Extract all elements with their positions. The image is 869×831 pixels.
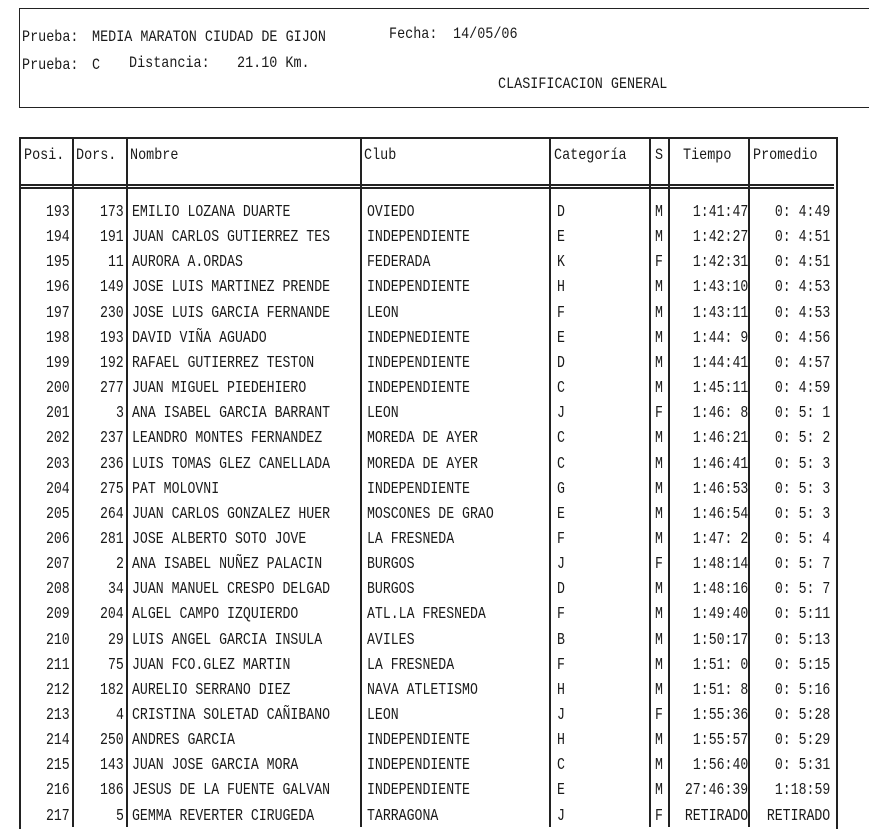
- cell-dors: 182: [100, 679, 124, 699]
- cell-dors: 236: [100, 453, 124, 473]
- cell-promedio: 0: 4:53: [774, 277, 830, 297]
- cell-tiempo: 1:55:36: [692, 705, 748, 724]
- cell-posi: 216: [46, 780, 70, 800]
- header-rule: [19, 184, 834, 186]
- table-row: [0, 252, 869, 277]
- cell-tiempo: 1:48:16: [692, 579, 748, 599]
- fecha-label: Fecha:: [389, 25, 438, 43]
- table-row: [0, 353, 869, 378]
- cell-posi: 202: [46, 428, 70, 448]
- cell-categoria: E: [557, 327, 565, 347]
- cell-posi: 209: [46, 604, 70, 624]
- cell-promedio: 0: 5:16: [774, 679, 830, 699]
- prueba-label-1: Prueba:: [22, 28, 79, 46]
- cell-sexo: M: [655, 378, 663, 398]
- cell-categoria: C: [557, 755, 565, 775]
- cell-nombre: RAFAEL GUTIERREZ TESTON: [132, 352, 315, 372]
- cell-nombre: LUIS ANGEL GARCIA INSULA: [132, 629, 323, 649]
- cell-categoria: E: [557, 503, 565, 523]
- cell-tiempo: 1:55:57: [692, 730, 748, 750]
- cell-dors: 173: [100, 202, 124, 221]
- cell-nombre: AURELIO SERRANO DIEZ: [132, 679, 291, 699]
- cell-nombre: AURORA A.ORDAS: [132, 252, 243, 272]
- cell-posi: 196: [46, 277, 70, 297]
- cell-posi: 198: [46, 327, 70, 347]
- cell-tiempo: 1:47: 2: [692, 528, 748, 548]
- cell-tiempo: 1:42:31: [692, 252, 748, 272]
- cell-club: INDEPENDIENTE: [367, 730, 470, 750]
- table-row: [0, 378, 869, 403]
- cell-categoria: J: [557, 805, 565, 825]
- cell-club: INDEPENDIENTE: [367, 780, 470, 800]
- table-row: [0, 630, 869, 655]
- cell-promedio: 0: 4:51: [774, 227, 830, 247]
- cell-dors: 275: [100, 478, 124, 498]
- cell-tiempo: 1:43:11: [692, 302, 748, 322]
- table-row: [0, 579, 869, 604]
- cell-club: INDEPENDIENTE: [367, 478, 470, 498]
- cell-nombre: ALGEL CAMPO IZQUIERDO: [132, 604, 299, 624]
- cell-sexo: M: [655, 503, 663, 523]
- fecha-value: 14/05/06: [453, 25, 518, 43]
- cell-categoria: D: [557, 579, 565, 599]
- cell-club: INDEPENDIENTE: [367, 378, 470, 398]
- cell-sexo: F: [655, 252, 663, 272]
- cell-club: LEON: [367, 403, 399, 423]
- cell-posi: 207: [46, 554, 70, 574]
- cell-nombre: JOSE LUIS MARTINEZ PRENDE: [132, 277, 331, 297]
- cell-dors: 149: [100, 277, 124, 297]
- cell-dors: 230: [100, 302, 124, 322]
- cell-posi: 205: [46, 503, 70, 523]
- cell-sexo: M: [655, 528, 663, 548]
- cell-posi: 204: [46, 478, 70, 498]
- cell-categoria: F: [557, 654, 565, 674]
- cell-categoria: E: [557, 227, 565, 247]
- cell-club: ATL.LA FRESNEDA: [367, 604, 486, 624]
- cell-nombre: JESUS DE LA FUENTE GALVAN: [132, 780, 331, 800]
- cell-dors: 29: [108, 629, 124, 649]
- header-rule-2: [19, 187, 834, 189]
- cell-nombre: LUIS TOMAS GLEZ CANELLADA: [132, 453, 331, 473]
- cell-sexo: M: [655, 428, 663, 448]
- cell-categoria: E: [557, 780, 565, 800]
- table-row: [0, 202, 869, 227]
- cell-promedio: 0: 5: 1: [774, 403, 830, 423]
- cell-dors: 186: [100, 780, 124, 800]
- table-row: [0, 680, 869, 705]
- cell-sexo: M: [655, 755, 663, 775]
- cell-promedio: 0: 5: 7: [774, 554, 830, 574]
- cell-promedio: 0: 5:29: [774, 730, 830, 750]
- cell-promedio: 0: 4:51: [774, 252, 830, 272]
- cell-posi: 195: [46, 252, 70, 272]
- cell-nombre: ANA ISABEL GARCIA BARRANT: [132, 403, 331, 423]
- cell-dors: 191: [100, 227, 124, 247]
- cell-dors: 237: [100, 428, 124, 448]
- col-header-sexo: S: [655, 146, 664, 164]
- cell-club: LEON: [367, 302, 399, 322]
- table-row: [0, 705, 869, 730]
- cell-promedio: 0: 4:56: [774, 327, 830, 347]
- cell-tiempo: 1:51: 0: [692, 654, 748, 674]
- cell-club: INDEPENDIENTE: [367, 352, 470, 372]
- cell-categoria: H: [557, 730, 565, 750]
- cell-sexo: F: [655, 705, 663, 724]
- cell-club: NAVA ATLETISMO: [367, 679, 478, 699]
- cell-sexo: M: [655, 604, 663, 624]
- cell-promedio: 0: 5:31: [774, 755, 830, 775]
- cell-tiempo: 1:46: 8: [692, 403, 748, 423]
- cell-sexo: M: [655, 654, 663, 674]
- cell-posi: 203: [46, 453, 70, 473]
- cell-nombre: LEANDRO MONTES FERNANDEZ: [132, 428, 323, 448]
- cell-sexo: M: [655, 352, 663, 372]
- cell-club: FEDERADA: [367, 252, 431, 272]
- cell-promedio: 0: 5: 3: [774, 453, 830, 473]
- cell-sexo: M: [655, 277, 663, 297]
- cell-dors: 2: [116, 554, 124, 574]
- cell-sexo: M: [655, 629, 663, 649]
- cell-categoria: C: [557, 428, 565, 448]
- cell-tiempo: 1:46:21: [692, 428, 748, 448]
- cell-club: MOREDA DE AYER: [367, 428, 478, 448]
- cell-sexo: M: [655, 730, 663, 750]
- cell-categoria: J: [557, 705, 565, 724]
- cell-promedio: 0: 5: 2: [774, 428, 830, 448]
- cell-tiempo: 1:49:40: [692, 604, 748, 624]
- cell-dors: 75: [108, 654, 124, 674]
- col-header-posi: Posi.: [24, 146, 65, 164]
- cell-categoria: G: [557, 478, 565, 498]
- cell-sexo: M: [655, 202, 663, 221]
- cell-posi: 206: [46, 528, 70, 548]
- cell-sexo: M: [655, 227, 663, 247]
- cell-posi: 197: [46, 302, 70, 322]
- distancia-label: Distancia:: [129, 54, 210, 72]
- cell-tiempo: 1:43:10: [692, 277, 748, 297]
- cell-categoria: H: [557, 679, 565, 699]
- cell-dors: 193: [100, 327, 124, 347]
- cell-posi: 215: [46, 755, 70, 775]
- cell-promedio: 0: 5: 7: [774, 579, 830, 599]
- cell-nombre: JUAN CARLOS GONZALEZ HUER: [132, 503, 331, 523]
- col-header-categoria: Categoría: [554, 146, 627, 164]
- cell-club: MOREDA DE AYER: [367, 453, 478, 473]
- cell-club: LEON: [367, 705, 399, 724]
- table-row: [0, 303, 869, 328]
- table-row: [0, 529, 869, 554]
- cell-promedio: 0: 5:13: [774, 629, 830, 649]
- cell-posi: 214: [46, 730, 70, 750]
- cell-nombre: PAT MOLOVNI: [132, 478, 220, 498]
- table-row: [0, 806, 869, 831]
- cell-dors: 11: [108, 252, 124, 272]
- cell-sexo: F: [655, 805, 663, 825]
- cell-categoria: H: [557, 277, 565, 297]
- cell-club: BURGOS: [367, 554, 415, 574]
- cell-sexo: F: [655, 554, 663, 574]
- table-row: [0, 277, 869, 302]
- cell-posi: 213: [46, 705, 70, 724]
- cell-promedio: 1:18:59: [774, 780, 830, 800]
- cell-sexo: M: [655, 302, 663, 322]
- table-row: [0, 403, 869, 428]
- prueba-code: C: [92, 56, 101, 74]
- cell-nombre: JUAN JOSE GARCIA MORA: [132, 755, 299, 775]
- prueba-name: MEDIA MARATON CIUDAD DE GIJON: [92, 28, 326, 46]
- table-row: [0, 479, 869, 504]
- cell-nombre: CRISTINA SOLETAD CAÑIBANO: [132, 705, 331, 724]
- cell-tiempo: 27:46:39: [684, 780, 748, 800]
- cell-dors: 3: [116, 403, 124, 423]
- cell-nombre: JUAN FCO.GLEZ MARTIN: [132, 654, 291, 674]
- cell-tiempo: 1:42:27: [692, 227, 748, 247]
- cell-promedio: 0: 5:15: [774, 654, 830, 674]
- cell-promedio: 0: 5: 3: [774, 478, 830, 498]
- cell-club: AVILES: [367, 629, 415, 649]
- cell-posi: 199: [46, 352, 70, 372]
- cell-posi: 211: [46, 654, 70, 674]
- cell-club: INDEPNEDIENTE: [367, 327, 470, 347]
- table-row: [0, 780, 869, 805]
- cell-nombre: ANDRES GARCIA: [132, 730, 235, 750]
- col-header-dors: Dors.: [76, 146, 117, 164]
- cell-posi: 208: [46, 579, 70, 599]
- col-header-tiempo: Tiempo: [683, 146, 732, 164]
- cell-categoria: F: [557, 302, 565, 322]
- report-title: CLASIFICACION GENERAL: [498, 75, 668, 93]
- cell-promedio: 0: 4:53: [774, 302, 830, 322]
- cell-categoria: K: [557, 252, 565, 272]
- cell-posi: 210: [46, 629, 70, 649]
- cell-sexo: F: [655, 403, 663, 423]
- cell-tiempo: 1:44:41: [692, 352, 748, 372]
- cell-promedio: RETIRADO: [766, 805, 830, 825]
- cell-tiempo: 1:51: 8: [692, 679, 748, 699]
- prueba-label-2: Prueba:: [22, 56, 79, 74]
- cell-dors: 250: [100, 730, 124, 750]
- cell-nombre: JOSE ALBERTO SOTO JOVE: [132, 528, 307, 548]
- cell-tiempo: 1:48:14: [692, 554, 748, 574]
- cell-dors: 204: [100, 604, 124, 624]
- table-row: [0, 504, 869, 529]
- cell-posi: 200: [46, 378, 70, 398]
- table-row: [0, 730, 869, 755]
- cell-nombre: DAVID VIÑA AGUADO: [132, 327, 267, 347]
- cell-dors: 143: [100, 755, 124, 775]
- cell-tiempo: 1:46:41: [692, 453, 748, 473]
- cell-tiempo: 1:41:47: [692, 202, 748, 221]
- cell-tiempo: 1:50:17: [692, 629, 748, 649]
- table-row: [0, 554, 869, 579]
- cell-club: BURGOS: [367, 579, 415, 599]
- cell-dors: 5: [116, 805, 124, 825]
- table-row: [0, 655, 869, 680]
- cell-dors: 4: [116, 705, 124, 724]
- cell-dors: 281: [100, 528, 124, 548]
- cell-posi: 212: [46, 679, 70, 699]
- cell-sexo: M: [655, 327, 663, 347]
- cell-club: INDEPENDIENTE: [367, 755, 470, 775]
- cell-club: LA FRESNEDA: [367, 654, 455, 674]
- cell-nombre: JUAN MIGUEL PIEDEHIERO: [132, 378, 307, 398]
- distancia-value: 21.10 Km.: [237, 54, 310, 72]
- cell-categoria: F: [557, 528, 565, 548]
- cell-tiempo: 1:46:54: [692, 503, 748, 523]
- cell-nombre: JUAN CARLOS GUTIERREZ TES: [132, 227, 331, 247]
- cell-tiempo: 1:56:40: [692, 755, 748, 775]
- cell-promedio: 0: 5: 3: [774, 503, 830, 523]
- cell-sexo: M: [655, 478, 663, 498]
- table-row: [0, 227, 869, 252]
- cell-dors: 192: [100, 352, 124, 372]
- cell-nombre: GEMMA REVERTER CIRUGEDA: [132, 805, 315, 825]
- cell-club: LA FRESNEDA: [367, 528, 455, 548]
- cell-categoria: D: [557, 202, 565, 221]
- cell-club: MOSCONES DE GRAO: [367, 503, 494, 523]
- cell-posi: 201: [46, 403, 70, 423]
- cell-club: INDEPENDIENTE: [367, 277, 470, 297]
- cell-posi: 217: [46, 805, 70, 825]
- col-header-promedio: Promedio: [753, 146, 818, 164]
- cell-categoria: J: [557, 403, 565, 423]
- cell-categoria: D: [557, 352, 565, 372]
- cell-promedio: 0: 4:57: [774, 352, 830, 372]
- cell-categoria: C: [557, 453, 565, 473]
- cell-tiempo: 1:44: 9: [692, 327, 748, 347]
- cell-dors: 264: [100, 503, 124, 523]
- cell-categoria: F: [557, 604, 565, 624]
- cell-nombre: EMILIO LOZANA DUARTE: [132, 202, 291, 221]
- cell-posi: 194: [46, 227, 70, 247]
- cell-promedio: 0: 5:28: [774, 705, 830, 724]
- col-header-club: Club: [364, 146, 397, 164]
- cell-sexo: M: [655, 780, 663, 800]
- cell-club: INDEPENDIENTE: [367, 227, 470, 247]
- cell-club: OVIEDO: [367, 202, 415, 221]
- cell-dors: 34: [108, 579, 124, 599]
- cell-promedio: 0: 5:11: [774, 604, 830, 624]
- table-row: [0, 328, 869, 353]
- cell-sexo: M: [655, 579, 663, 599]
- table-row: [0, 604, 869, 629]
- cell-sexo: M: [655, 679, 663, 699]
- table-row: [0, 454, 869, 479]
- cell-tiempo: 1:45:11: [692, 378, 748, 398]
- cell-nombre: ANA ISABEL NUÑEZ PALACIN: [132, 554, 323, 574]
- table-row: [0, 755, 869, 780]
- cell-categoria: C: [557, 378, 565, 398]
- cell-tiempo: 1:46:53: [692, 478, 748, 498]
- cell-club: TARRAGONA: [367, 805, 439, 825]
- cell-dors: 277: [100, 378, 124, 398]
- cell-promedio: 0: 4:59: [774, 378, 830, 398]
- table-row: [0, 428, 869, 453]
- cell-sexo: M: [655, 453, 663, 473]
- cell-categoria: B: [557, 629, 565, 649]
- cell-promedio: 0: 5: 4: [774, 528, 830, 548]
- cell-nombre: JOSE LUIS GARCIA FERNANDE: [132, 302, 331, 322]
- cell-posi: 193: [46, 202, 70, 221]
- cell-nombre: JUAN MANUEL CRESPO DELGAD: [132, 579, 331, 599]
- cell-tiempo: RETIRADO: [684, 805, 748, 825]
- cell-categoria: J: [557, 554, 565, 574]
- cell-promedio: 0: 4:49: [774, 202, 830, 221]
- col-header-nombre: Nombre: [130, 146, 179, 164]
